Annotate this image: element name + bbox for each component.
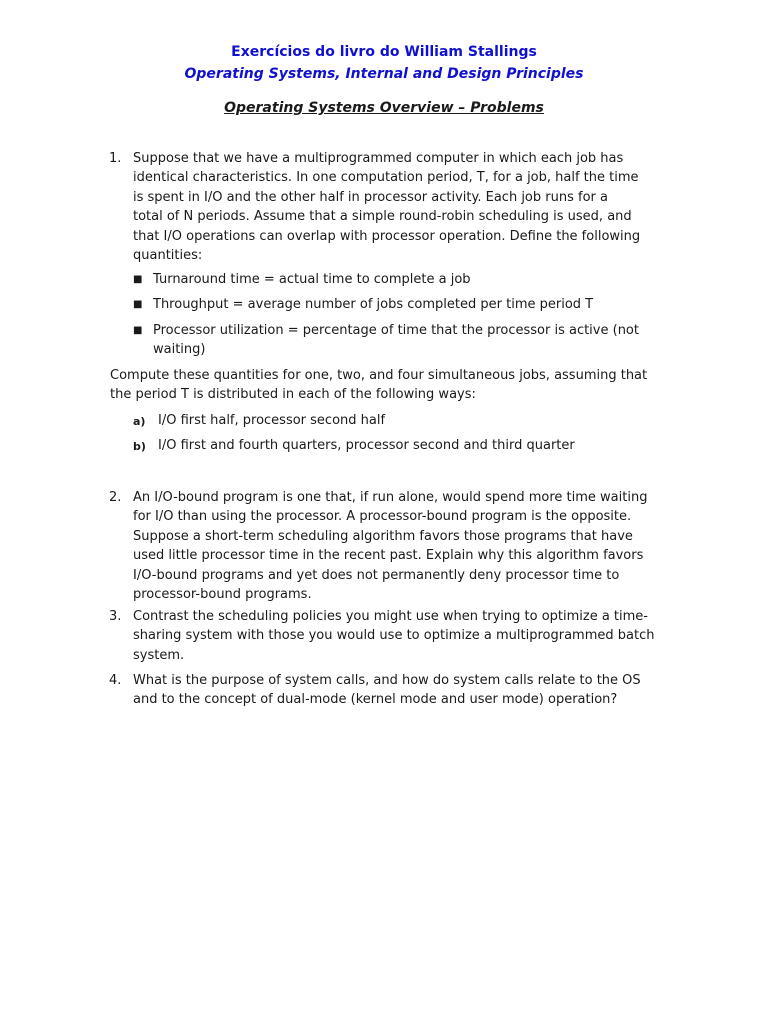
bullet-square-icon: ■ [133, 299, 143, 310]
page-subtitle-text: Operating Systems Overview – Problems [224, 100, 544, 116]
question-1-option-a [133, 411, 673, 430]
question-4-text: What is the purpose of system calls, and how do system calls relate to the OS and to the concept of dual-mode (kernel mode and user mode) operation? [133, 673, 641, 708]
option-label: b) [133, 440, 146, 453]
question-1-text: Suppose that we have a multiprogrammed computer in which each job has identical characteristics. In one computation period, T, for a job, half the time is spent in I/O and the other half in processor activity. Each job runs for a total of N periods. Assume that a simple round-robin scheduling is used, and that I/O operations can overlap with processor operation. Define the following quantities: [133, 151, 641, 264]
question-1-bullet-2 [133, 295, 673, 314]
bullet-square-icon: ■ [133, 274, 143, 285]
question-1-number: 1. [109, 151, 122, 166]
question-3-number: 3. [109, 609, 122, 624]
option-text: I/O first and fourth quarters, processor second and third quarter [158, 438, 575, 453]
question-4-number: 4. [109, 673, 122, 688]
page-subtitle [0, 99, 768, 117]
bullet-square-icon: ■ [133, 325, 143, 336]
header-line-2: Operating Systems, Internal and Design Principles [184, 66, 584, 82]
option-text: I/O first half, processor second half [158, 413, 386, 428]
bullet-text: Turnaround time = actual time to complete a job [153, 272, 471, 287]
header-line-1: Exercícios do livro do William Stallings [231, 44, 537, 60]
question-1-option-b [133, 436, 673, 455]
question-3-text: Contrast the scheduling policies you might use when trying to optimize a time- sharing system with those you would use to optimize a multiprogrammed batch system. [133, 609, 655, 663]
bullet-text: Processor utilization = percentage of time that the processor is active (not waiting) [153, 323, 639, 357]
question-1-bullet-3 [133, 321, 673, 359]
option-label: a) [133, 415, 146, 428]
question-2-text: An I/O-bound program is one that, if run alone, would spend more time waiting for I/O than using the processor. A processor-bound program is the opposite. Suppose a short-term scheduling algorithm favors those programs that have used little processor time in the recent past. Explain why this algorithm favors I/O-bound programs and yet does not permanently deny processor time to processor-bound programs. [133, 490, 648, 603]
bullet-text: Throughput = average number of jobs completed per time period T [153, 297, 594, 312]
question-2-number: 2. [109, 490, 122, 505]
question-1-followup: Compute these quantities for one, two, and four simultaneous jobs, assuming that the period T is distributed in each of the following ways: [110, 368, 648, 403]
question-1-bullet-1 [133, 270, 673, 289]
